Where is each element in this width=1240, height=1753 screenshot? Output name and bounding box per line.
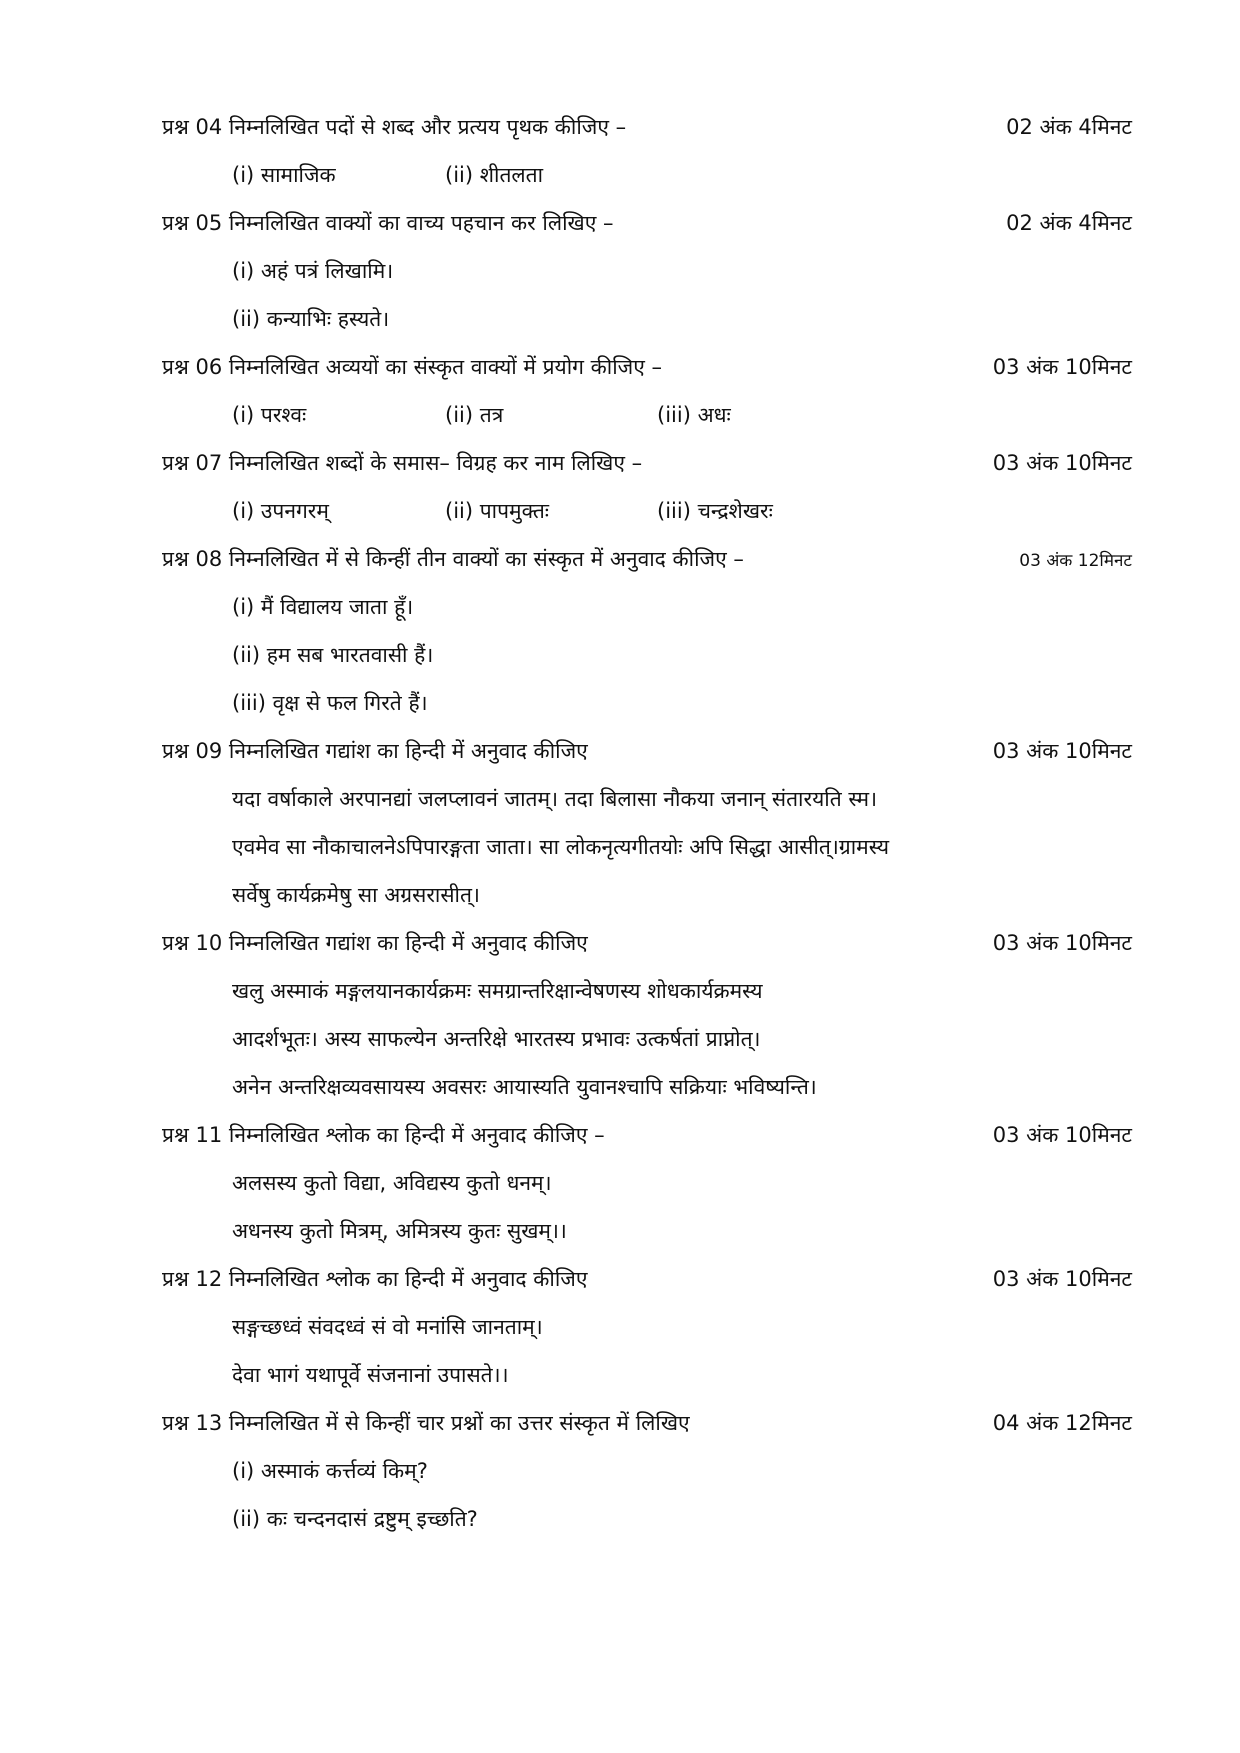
passage-line: अनेन अन्तरिक्षव्यवसायस्य अवसरः आयास्यति युवानश्चापि सक्रियाः भविष्यन्ति। (232, 1075, 817, 1099)
question-number: प्रश्न 06 (162, 355, 223, 379)
question-marks: 02 अंक (1006, 115, 1072, 139)
verse-line: देवा भागं यथापूर्वे संजनानां उपासते।। (232, 1363, 509, 1387)
question-number: प्रश्न 08 (162, 547, 223, 571)
passage-line: एवमेव सा नौकाचालनेऽपिपारङ्गता जाता। सा लोकनृत्यगीतयोः अपि सिद्धा आसीत्।ग्रामस्य (232, 835, 890, 859)
question-11 (162, 1121, 1132, 1169)
verse-line: अलसस्य कुतो विद्या, अविद्यस्य कुतो धनम्। (232, 1171, 552, 1195)
question-06 (162, 353, 1132, 401)
option: (i) परश्वः (232, 403, 307, 427)
question-marks: 03 अंक (1019, 551, 1073, 571)
question-marks: 03 अंक (992, 355, 1059, 379)
passage-line: सर्वेषु कार्यक्रमेषु सा अग्रसरासीत्। (232, 883, 480, 907)
sub-item: (ii) कः चन्दनदासं द्रष्टुम् इच्छति? (232, 1507, 478, 1531)
option: (ii) पापमुक्तः (445, 499, 550, 523)
question-time: 10मिनट (1065, 355, 1132, 379)
question-text: निम्नलिखित में से किन्हीं चार प्रश्नों का उत्तर संस्कृत में लिखिए (228, 1411, 690, 1435)
options-row (232, 161, 1132, 209)
question-time: 10मिनट (1065, 739, 1132, 763)
option: (ii) शीतलता (445, 163, 544, 187)
question-13 (162, 1409, 1132, 1457)
sub-item: (ii) कन्याभिः हस्यते। (232, 307, 390, 331)
question-text: निम्नलिखित श्लोक का हिन्दी में अनुवाद कीजिए – (228, 1123, 605, 1147)
option: (ii) तत्र (445, 403, 504, 427)
question-number: प्रश्न 12 (162, 1267, 223, 1291)
question-07 (162, 449, 1132, 497)
question-marks: 03 अंक (992, 1267, 1059, 1291)
passage-line: खलु अस्माकं मङ्गलयानकार्यक्रमः समग्रान्तरिक्षान्वेषणस्य शोधकार्यक्रमस्य (232, 979, 763, 1003)
question-time: 10मिनट (1065, 451, 1132, 475)
sub-item: (iii) वृक्ष से फल गिरते हैं। (232, 691, 428, 715)
question-time: 4मिनट (1078, 115, 1132, 139)
question-text: निम्नलिखित पदों से शब्द और प्रत्यय पृथक कीजिए – (228, 115, 627, 139)
question-12 (162, 1265, 1132, 1313)
question-time: 10मिनट (1065, 1123, 1132, 1147)
passage-line: यदा वर्षाकाले अरपानद्यां जलप्लावनं जातम्। तदा बिलासा नौकया जनान् संतारयति स्म। (232, 787, 878, 811)
question-time: 4मिनट (1078, 211, 1132, 235)
question-time: 12मिनट (1077, 551, 1132, 571)
option: (i) उपनगरम् (232, 499, 329, 523)
question-number: प्रश्न 09 (162, 739, 223, 763)
question-08 (162, 545, 1132, 593)
question-paper (162, 113, 1132, 1553)
question-number: प्रश्न 13 (162, 1411, 223, 1435)
question-text: निम्नलिखित शब्दों के समास– विग्रह कर नाम लिखिए – (228, 451, 643, 475)
question-text: निम्नलिखित अव्ययों का संस्कृत वाक्यों में प्रयोग कीजिए – (228, 355, 663, 379)
question-text: निम्नलिखित गद्यांश का हिन्दी में अनुवाद कीजिए (228, 931, 588, 955)
question-marks: 04 अंक (992, 1411, 1059, 1435)
options-row (232, 401, 1132, 449)
question-text: निम्नलिखित श्लोक का हिन्दी में अनुवाद कीजिए (228, 1267, 588, 1291)
option: (iii) चन्द्रशेखरः (657, 499, 773, 523)
option: (i) सामाजिक (232, 163, 336, 187)
question-number: प्रश्न 11 (162, 1123, 223, 1147)
options-row (232, 497, 1132, 545)
question-time: 10मिनट (1065, 931, 1132, 955)
question-marks: 02 अंक (1006, 211, 1072, 235)
question-marks: 03 अंक (992, 739, 1059, 763)
question-number: प्रश्न 10 (162, 931, 223, 955)
sub-item: (i) अस्माकं कर्त्तव्यं किम्? (232, 1459, 428, 1483)
question-number: प्रश्न 07 (162, 451, 223, 475)
question-time: 12मिनट (1065, 1411, 1132, 1435)
question-marks: 03 अंक (992, 1123, 1059, 1147)
question-time: 10मिनट (1065, 1267, 1132, 1291)
question-04 (162, 113, 1132, 161)
question-marks: 03 अंक (992, 931, 1059, 955)
question-10 (162, 929, 1132, 977)
question-text: निम्नलिखित वाक्यों का वाच्य पहचान कर लिखिए – (228, 211, 614, 235)
sub-item: (i) अहं पत्रं लिखामि। (232, 259, 394, 283)
passage-line: आदर्शभूतः। अस्य साफल्येन अन्तरिक्षे भारतस्य प्रभावः उत्कर्षतां प्राप्नोत्। (232, 1027, 761, 1051)
question-09 (162, 737, 1132, 785)
question-number: प्रश्न 04 (162, 115, 223, 139)
verse-line: सङ्गच्छध्वं संवदध्वं सं वो मनांसि जानताम्। (232, 1315, 543, 1339)
question-text: निम्नलिखित में से किन्हीं तीन वाक्यों का संस्कृत में अनुवाद कीजिए – (228, 547, 744, 571)
question-text: निम्नलिखित गद्यांश का हिन्दी में अनुवाद कीजिए (228, 739, 588, 763)
verse-line: अधनस्य कुतो मित्रम्, अमित्रस्य कुतः सुखम्।। (232, 1219, 567, 1243)
sub-item: (ii) हम सब भारतवासी हैं। (232, 643, 434, 667)
sub-item: (i) मैं विद्यालय जाता हूँ। (232, 595, 414, 619)
option: (iii) अधः (657, 403, 731, 427)
question-marks: 03 अंक (992, 451, 1059, 475)
question-05 (162, 209, 1132, 257)
question-number: प्रश्न 05 (162, 211, 223, 235)
